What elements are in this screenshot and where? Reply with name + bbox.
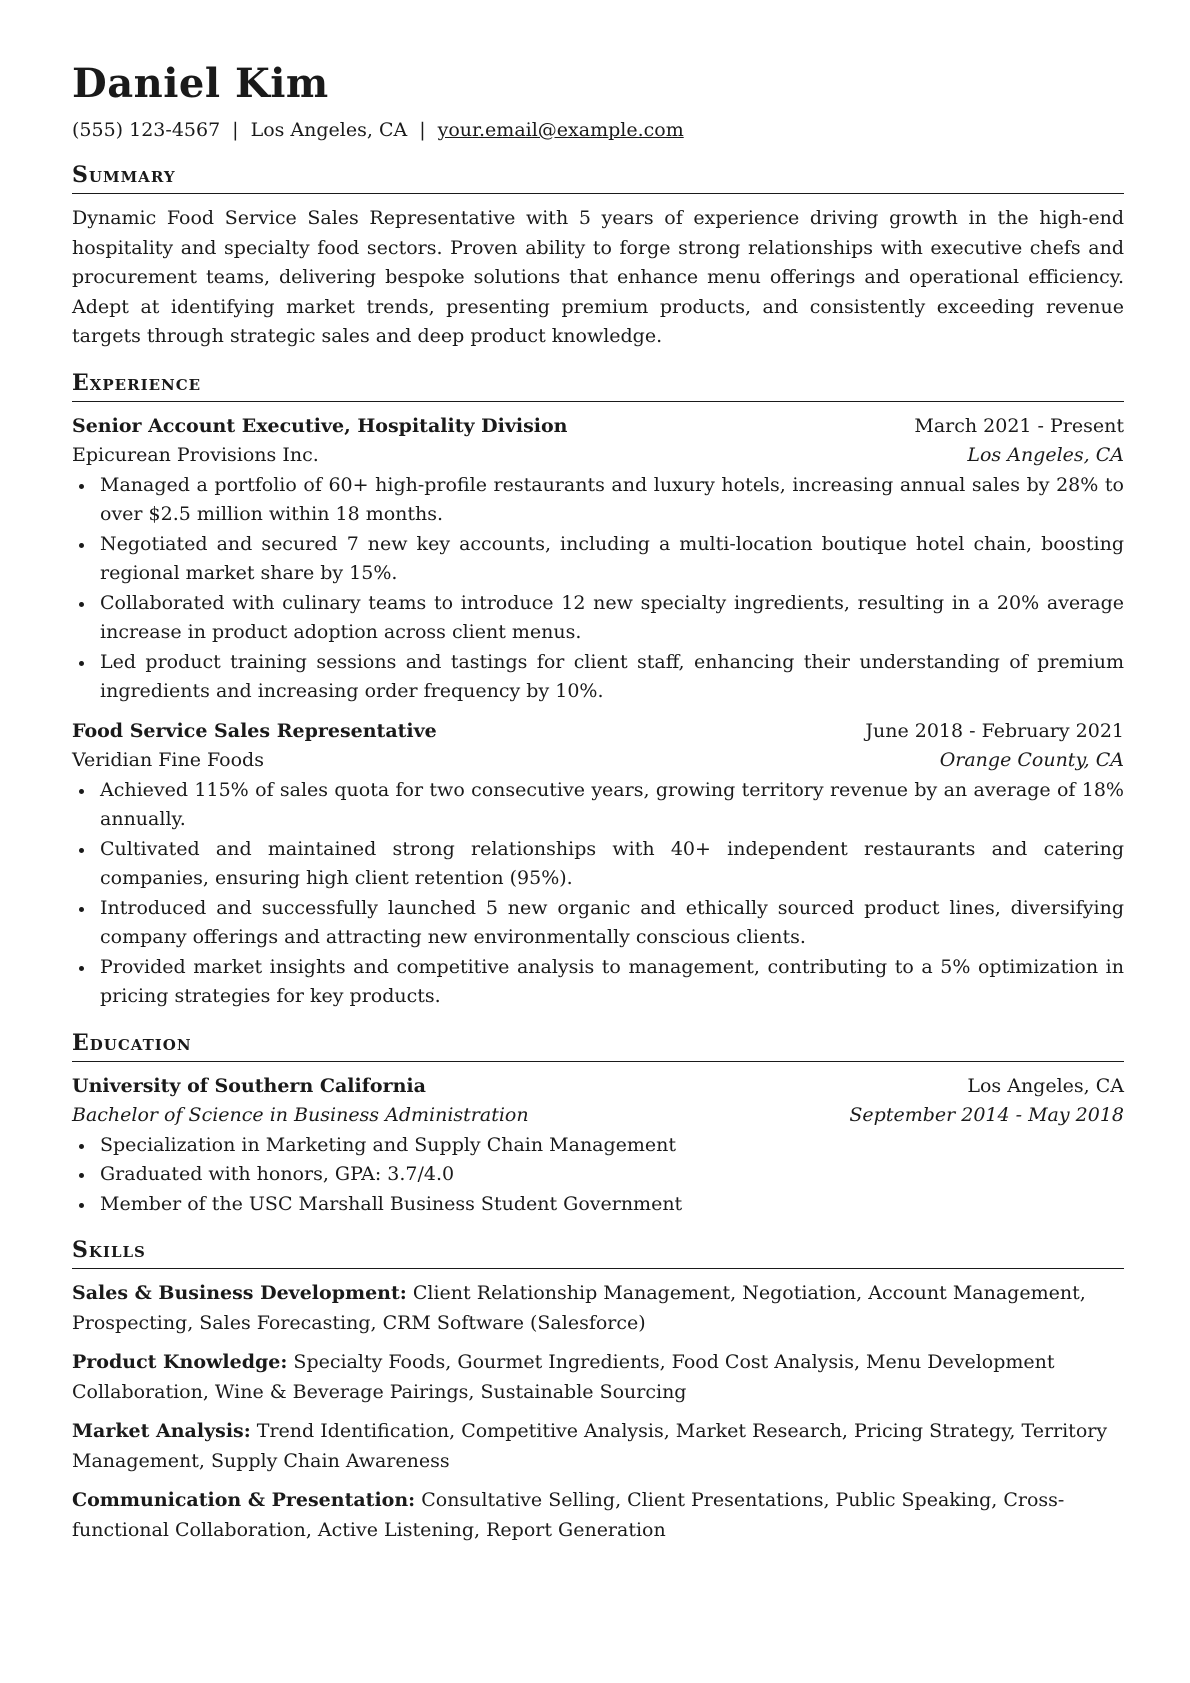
job-location: Orange County, CA [939, 749, 1124, 771]
skill-label: Market Analysis: [72, 1420, 251, 1442]
list-item: Provided market insights and competitive analysis to management, contributing to a 5% optimization in pricing strategies for key products. [100, 953, 1124, 1012]
job-dates: March 2021 - Present [914, 414, 1124, 437]
candidate-name: Daniel Kim [72, 60, 329, 107]
skill-group [72, 1486, 1124, 1545]
list-item: Negotiated and secured 7 new key accounts, including a multi-location boutique hotel chain, boosting regional market share by 15%. [100, 530, 1124, 589]
skill-group [72, 1417, 1124, 1476]
job-bullets [72, 471, 1124, 707]
skill-items: Client Relationship Management, Negotiation, Account Management, Prospecting, Sales Forecasting, CRM Software (Salesforce) [72, 1282, 1086, 1334]
skill-label: Product Knowledge: [72, 1351, 288, 1373]
list-item: Cultivated and maintained strong relationships with 40+ independent restaurants and catering companies, ensuring high client retention (95%). [100, 835, 1124, 894]
job-company: Epicurean Provisions Inc. [72, 444, 319, 466]
skill-items: Specialty Foods, Gourmet Ingredients, Food Cost Analysis, Menu Development Collaboration, Wine & Beverage Pairings, Sustainable Sourcing [72, 1351, 1055, 1403]
education-dates: September 2014 - May 2018 [849, 1104, 1124, 1126]
list-item: Specialization in Marketing and Supply Chain Management [100, 1131, 1124, 1161]
list-item: Introduced and successfully launched 5 new organic and ethically sourced product lines, diversifying company offerings and attracting new environmentally conscious clients. [100, 894, 1124, 953]
list-item: Member of the USC Marshall Business Student Government [100, 1190, 1124, 1220]
degree: Bachelor of Science in Business Administration [72, 1104, 529, 1126]
skill-group [72, 1348, 1124, 1407]
summary-text: Dynamic Food Service Sales Representative with 5 years of experience driving growth in the high-end hospitality and specialty food sectors. Proven ability to forge strong relationships with executive chefs and procurement teams, delivering bespoke solutions that enhance menu offerings and operational efficiency. Adept at identifying market trends, presenting premium products, and consistently exceeding revenue targets through strategic sales and deep product knowledge. [72, 207, 1124, 347]
skill-group [72, 1279, 1124, 1338]
list-item: Graduated with honors, GPA: 3.7/4.0 [100, 1160, 1124, 1190]
list-item: Collaborated with culinary teams to introduce 12 new specialty ingredients, resulting in a 20% average increase in product adoption across client menus. [100, 589, 1124, 648]
school-location: Los Angeles, CA [967, 1074, 1124, 1097]
job-entry [72, 717, 1124, 1012]
education-entry [72, 1072, 1124, 1220]
job-role: Food Service Sales Representative [72, 719, 437, 742]
skill-items: Consultative Selling, Client Presentations, Public Speaking, Cross-functional Collaboration, Active Listening, Report Generation [72, 1489, 1065, 1541]
job-dates: June 2018 - February 2021 [865, 719, 1124, 742]
skill-label: Sales & Business Development: [72, 1282, 407, 1304]
separator: | [419, 119, 426, 141]
list-item: Led product training sessions and tastings for client staff, enhancing their understanding of premium ingredients and increasing order frequency by 10%. [100, 648, 1124, 707]
contact-line [72, 116, 1124, 144]
section-title-summary: Summary [72, 160, 1124, 194]
job-location: Los Angeles, CA [967, 444, 1124, 466]
section-title-skills: Skills [72, 1235, 1124, 1269]
section-title-education: Education [72, 1028, 1124, 1062]
location: Los Angeles, CA [250, 119, 408, 141]
list-item: Managed a portfolio of 60+ high-profile restaurants and luxury hotels, increasing annual sales by 28% to over $2.5 million within 18 months. [100, 471, 1124, 530]
skill-label: Communication & Presentation: [72, 1489, 416, 1511]
separator: | [232, 119, 239, 141]
job-role: Senior Account Executive, Hospitality Division [72, 414, 568, 437]
school-name: University of Southern California [72, 1074, 426, 1097]
section-title-experience: Experience [72, 368, 1124, 402]
resume-page [72, 58, 1124, 1555]
job-entry [72, 412, 1124, 707]
list-item: Achieved 115% of sales quota for two consecutive years, growing territory revenue by an average of 18% annually. [100, 776, 1124, 835]
email-link[interactable]: your.email@example.com [437, 119, 684, 141]
skill-items: Trend Identification, Competitive Analysis, Market Research, Pricing Strategy, Territory Management, Supply Chain Awareness [72, 1420, 1108, 1472]
education-bullets [72, 1131, 1124, 1220]
job-bullets [72, 776, 1124, 1012]
job-company: Veridian Fine Foods [72, 749, 264, 771]
phone-number: (555) 123-4567 [72, 119, 221, 141]
